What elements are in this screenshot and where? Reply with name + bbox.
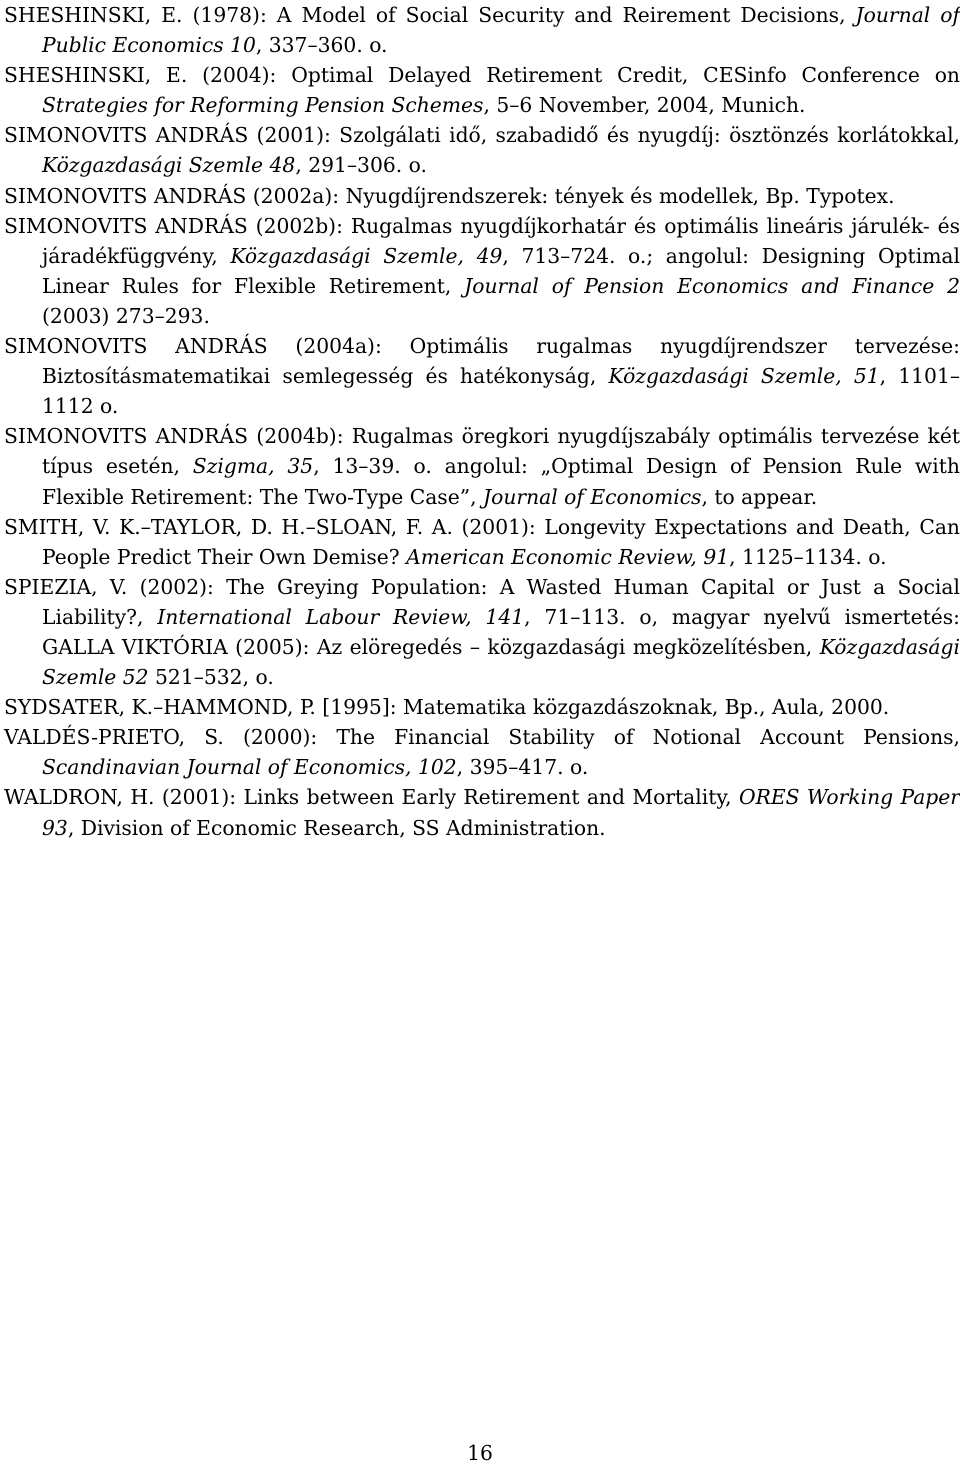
reference-text: , 337–360. o. <box>255 33 388 58</box>
reference-text: , 71–113. o, magyar nyelvű ismertetés: GALLA VIKTÓRIA (2005): Az elöregedés – közgazdasági megközelítésben, <box>42 604 960 659</box>
page-number: 16 <box>467 1441 493 1465</box>
reference-text: SMITH, V. K.–TAYLOR, D. H.–SLOAN, F. A. (2001): Longevity Expectations and Death, Can People Predict Their Own Demise? <box>4 514 960 569</box>
reference-entry <box>4 421 960 511</box>
reference-source-title: Journal of Economics <box>482 484 702 509</box>
reference-entry <box>4 120 960 180</box>
reference-entry <box>4 181 960 211</box>
reference-text: SYDSATER, K.–HAMMOND, P. [1995]: Matematika közgazdászoknak, Bp., Aula, 2000. <box>4 695 890 720</box>
reference-source-title: Közgazdasági Szemle, 49 <box>230 243 503 268</box>
reference-source-title: Journal of Pension Economics and Finance 2 <box>464 273 960 298</box>
reference-source-title: Közgazdasági Szemle, 51 <box>608 364 880 389</box>
reference-text: 521–532, o. <box>148 665 274 690</box>
reference-source-title: Közgazdasági Szemle 52 <box>42 634 960 690</box>
reference-text: , Division of Economic Research, SS Administration. <box>67 815 606 840</box>
reference-entry <box>4 692 960 722</box>
reference-text: SHESHINSKI, E. (1978): A Model of Social Security and Reirement Decisions, <box>4 3 856 27</box>
reference-text: SIMONOVITS ANDRÁS (2002b): Rugalmas nyugdíjkorhatár és optimális lineáris járulék- és járadékfüggvény, <box>4 213 960 268</box>
reference-text: SIMONOVITS ANDRÁS (2002a): Nyugdíjrendszerek: tények és modellek, Bp. Typotex. <box>4 183 895 208</box>
reference-text: WALDRON, H. (2001): Links between Early Retirement and Mortality, <box>4 785 739 810</box>
reference-text: SIMONOVITS ANDRÁS (2004b): Rugalmas öregkori nyugdíjszabály optimális tervezése két típus esetén, <box>4 424 960 479</box>
reference-entry <box>4 331 960 421</box>
reference-entry <box>4 572 960 692</box>
reference-entry <box>4 60 960 120</box>
reference-source-title: Scandinavian Journal of Economics, 102 <box>42 755 457 780</box>
reference-text: VALDÉS-PRIETO, S. (2000): The Financial Stability of Notional Account Pensions, <box>4 725 960 750</box>
reference-entry <box>4 512 960 572</box>
reference-list <box>4 0 960 843</box>
reference-text: SIMONOVITS ANDRÁS (2004a): Optimális rugalmas nyugdíjrendszer tervezése: Biztosításmatematikai semlegesség és hatékonyság, <box>4 334 960 389</box>
reference-source-title: Journal of Public Economics 10 <box>42 3 960 58</box>
reference-text: , 395–417. o. <box>456 755 589 780</box>
reference-source-title: Strategies for Reforming Pension Schemes <box>42 93 484 118</box>
reference-source-title: Közgazdasági Szemle 48 <box>42 153 296 178</box>
reference-entry <box>4 0 960 60</box>
reference-text: , 713–724. o.; angolul: Designing Optimal Linear Rules for Flexible Retirement, <box>42 243 960 298</box>
reference-text: , to appear. <box>701 484 818 509</box>
reference-source-title: ORES Working Paper 93 <box>42 785 960 840</box>
reference-source-title: Szigma, 35 <box>192 454 314 479</box>
reference-text: , 1101–1112 o. <box>42 364 960 419</box>
reference-text: , 291–306. o. <box>295 153 427 178</box>
reference-text: , 13–39. o. angolul: „Optimal Design of Pension Rule with Flexible Retirement: The Two-Type Case”, <box>42 454 960 509</box>
reference-entry <box>4 722 960 782</box>
reference-text: (2003) 273–293. <box>42 303 210 328</box>
reference-text: SPIEZIA, V. (2002): The Greying Population: A Wasted Human Capital or Just a Social Liability?, <box>4 574 960 629</box>
reference-text: SIMONOVITS ANDRÁS (2001): Szolgálati idő, szabadidő és nyugdíj: ösztönzés korlátokkal, <box>4 123 960 148</box>
reference-text: SHESHINSKI, E. (2004): Optimal Delayed Retirement Credit, CESinfo Conference on <box>4 63 960 88</box>
reference-source-title: American Economic Review, 91 <box>406 544 730 569</box>
reference-entry <box>4 782 960 842</box>
reference-text: , 5–6 November, 2004, Munich. <box>483 93 806 118</box>
reference-entry <box>4 211 960 331</box>
reference-source-title: International Labour Review, 141 <box>157 604 525 629</box>
reference-text: , 1125–1134. o. <box>729 544 887 569</box>
